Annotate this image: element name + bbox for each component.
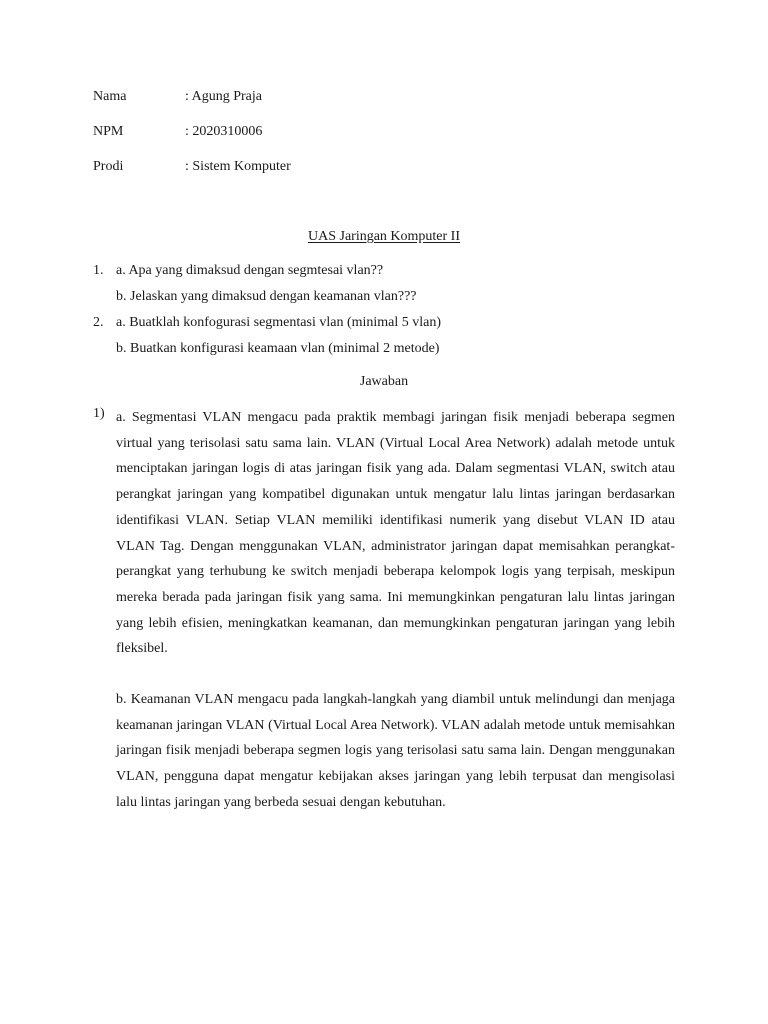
question-number: 2. [93, 315, 104, 330]
question-text: b. Buatkan konfigurasi keamaan vlan (minimal 2 metode) [116, 341, 440, 356]
answer-paragraph-b: b. Keamanan VLAN mengacu pada langkah-langkah yang diambil untuk melindungi dan menjaga keamanan jaringan VLAN (Virtual Local Area Network). VLAN adalah metode untuk memisahkan jaringan fisik menjadi beberapa segmen logis yang terisolasi satu sama lain. Dengan menggunakan VLAN, pengguna dapat mengatur kebijakan akses jaringan yang lebih terpusat dan mengisolasi lalu lintas jaringan yang berbeda sesuai dengan kebutuhan. [116, 692, 675, 810]
question-number: 1. [93, 263, 104, 278]
identity-row-npm [93, 123, 493, 158]
identity-row-prodi [93, 158, 493, 193]
question-list [93, 262, 693, 366]
identity-row-nama [93, 88, 493, 123]
identity-label: NPM [93, 124, 124, 139]
identity-label: Prodi [93, 159, 124, 174]
question-item [93, 340, 693, 366]
identity-value: : 2020310006 [185, 124, 263, 139]
question-item [93, 314, 693, 340]
answer-title: Jawaban [359, 374, 409, 389]
student-identity-block [93, 88, 493, 193]
question-text: b. Jelaskan yang dimaksud dengan keamanan vlan??? [116, 289, 417, 304]
exam-title-container [0, 228, 768, 246]
identity-value: : Agung Praja [185, 89, 262, 104]
answer-number: 1) [93, 406, 105, 421]
question-item [93, 262, 693, 288]
question-item [93, 288, 693, 314]
question-text: a. Buatklah konfogurasi segmentasi vlan (minimal 5 vlan) [116, 315, 442, 330]
identity-label: Nama [93, 89, 127, 104]
exam-title: UAS Jaringan Komputer II [307, 229, 461, 244]
question-text: a. Apa yang dimaksud dengan segmtesai vlan?? [116, 263, 384, 278]
identity-value: : Sistem Komputer [185, 159, 291, 174]
answer-paragraph-a: a. Segmentasi VLAN mengacu pada praktik membagi jaringan fisik menjadi beberapa segmen virtual yang terisolasi satu sama lain. VLAN (Virtual Local Area Network) adalah metode untuk menciptakan jaringan logis di atas jaringan fisik yang ada. Dalam segmentasi VLAN, switch atau perangkat jaringan yang kompatibel digunakan untuk mengatur lalu lintas jaringan berdasarkan identifikasi VLAN. Setiap VLAN memiliki identifikasi numerik yang disebut VLAN ID atau VLAN Tag. Dengan menggunakan VLAN, administrator jaringan dapat memisahkan perangkat-perangkat yang terhubung ke switch menjadi beberapa kelompok logis yang terpisah, meskipun mereka berada pada jaringan fisik yang sama. Ini memungkinkan pengaturan lalu lintas jaringan yang lebih efisien, meningkatkan keamanan, dan memungkinkan pengaturan jaringan yang lebih fleksibel. [116, 410, 675, 657]
answer-section [93, 405, 675, 816]
